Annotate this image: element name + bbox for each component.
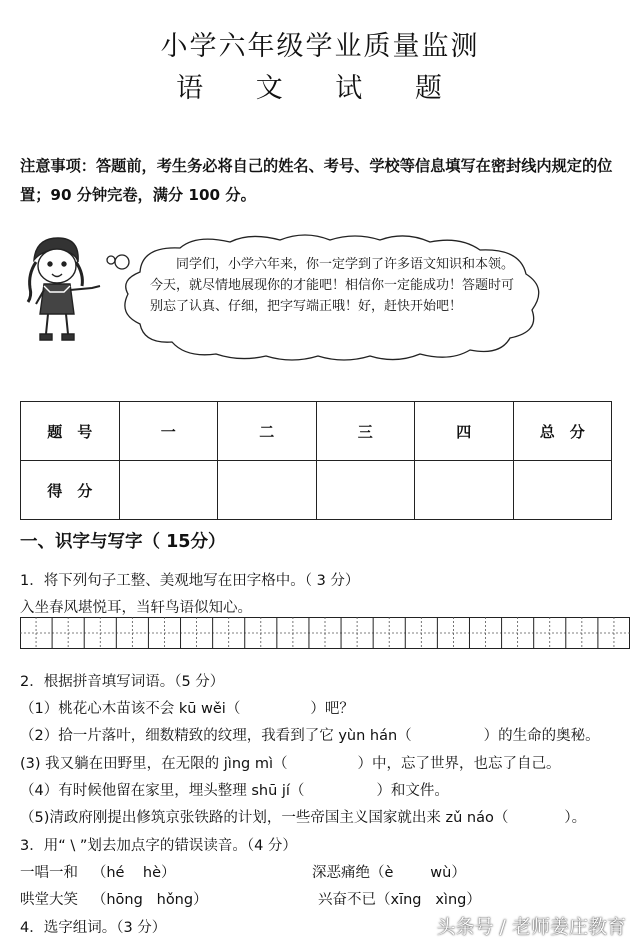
watermark: 头条号 / 老师姜庄教育 xyxy=(436,916,626,938)
score-header-cell: 三 xyxy=(316,402,415,461)
question-3-item: 一唱一和 （hé hè） xyxy=(20,865,176,881)
score-header-cell: 四 xyxy=(415,402,514,461)
score-input-cell[interactable] xyxy=(415,461,514,520)
score-header-cell: 二 xyxy=(218,402,317,461)
question-2-item: （1）桃花心木苗该不会 kū wěi（ ）吧？ xyxy=(20,701,354,717)
score-input-cell[interactable] xyxy=(119,461,218,520)
question-2-item: （2）拾一片落叶，细数精致的纹理，我看到了它 yùn hán（ ）的生命的奥秘。 xyxy=(20,728,600,744)
question-2-item: (3) 我又躺在田野里，在无限的 jìng mì（ ）中，忘了世界，也忘了自己。 xyxy=(20,756,561,772)
question-2-item: （5)清政府刚提出修筑京张铁路的计划，一些帝国主义国家就出来 zǔ náo（ ）。 xyxy=(20,810,587,826)
encouragement-text: 同学们，小学六年来，你一定学到了许多语文知识和本领。今天，就尽情地展现你的才能吧！相信你一定能成功！答题时可别忘了认真、仔细，把字写端正哦！好，赶快开始吧！ xyxy=(150,257,515,314)
question-3-prompt: 3．用“ \ ”划去加点字的错误读音。（4 分） xyxy=(20,838,297,854)
question-2-prompt: 2．根据拼音填写词语。（5 分） xyxy=(20,674,225,690)
question-3-item xyxy=(312,861,466,882)
writing-grid[interactable] xyxy=(20,617,630,649)
score-header-cell: 总 分 xyxy=(513,402,612,461)
question-3-item: 哄堂大笑 （hōng hǒng） xyxy=(20,892,208,908)
score-input-cell[interactable] xyxy=(218,461,317,520)
page-title: 小学六年级学业质量监测 xyxy=(160,31,480,62)
pinyin-option[interactable]: hǒng） xyxy=(156,892,208,908)
question-2-item: （4）有时候他留在家里，埋头整理 shū jí（ ）和文件。 xyxy=(20,783,449,799)
pinyin-option[interactable]: wù） xyxy=(430,865,466,881)
score-table xyxy=(20,401,612,520)
pinyin-option[interactable]: xìng） xyxy=(435,892,481,908)
question-1-prompt: 1．将下列句子工整、美观地写在田字格中。（ 3 分） xyxy=(20,573,360,589)
question-4-prompt: 4．选字组词。（3 分） xyxy=(20,920,167,936)
exam-notice: 注意事项：答题前，考生务必将自己的姓名、考号、学校等信息填写在密封线内规定的位置；90 分钟完卷，满分 100 分。 xyxy=(20,157,613,204)
section-title: 一、识字与写字（ 15分） xyxy=(20,532,226,552)
score-header-cell: 题 号 xyxy=(21,402,120,461)
girl-illustration xyxy=(14,230,104,346)
pinyin-option[interactable]: hè） xyxy=(142,865,176,881)
pinyin-option[interactable]: （hé xyxy=(91,865,125,881)
page-subtitle: 语 文 试 题 xyxy=(176,73,464,104)
score-input-cell[interactable] xyxy=(513,461,612,520)
score-header-cell: 一 xyxy=(119,402,218,461)
pinyin-option[interactable]: （hōng xyxy=(91,892,143,908)
pinyin-option[interactable]: 深恶痛绝（è xyxy=(312,865,394,881)
question-1-sentence: 入坐春风堪悦耳，当轩鸟语似知心。 xyxy=(20,600,252,616)
score-row-label: 得 分 xyxy=(21,461,120,520)
question-3-item xyxy=(318,888,481,909)
pinyin-option[interactable]: 兴奋不已（xīng xyxy=(318,892,422,908)
score-input-cell[interactable] xyxy=(316,461,415,520)
